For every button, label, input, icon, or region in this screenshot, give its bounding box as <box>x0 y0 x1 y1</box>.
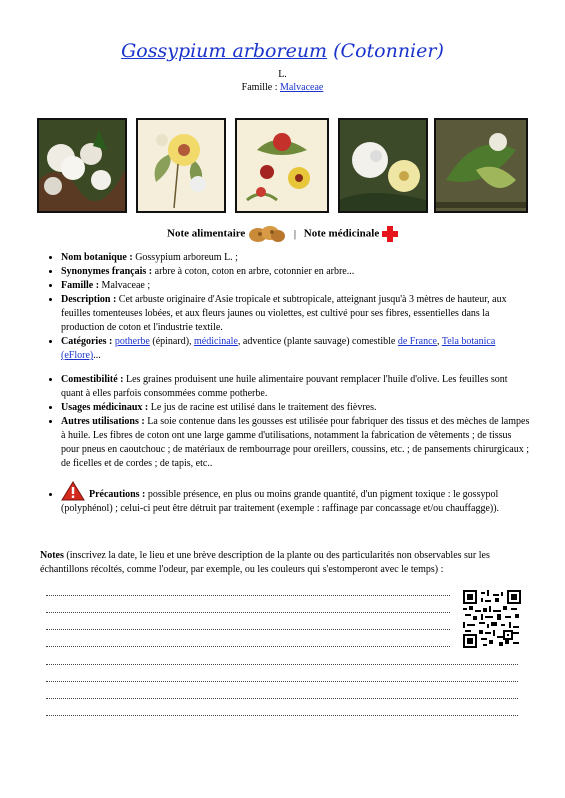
list-item <box>61 401 531 415</box>
notes-label: Notes <box>40 550 64 561</box>
field-value: Malvaceae ; <box>99 280 151 291</box>
family-link[interactable]: Malvaceae <box>280 82 324 93</box>
common-name: (Cotonnier) <box>333 40 444 62</box>
field-value: arbre à coton, coton en arbre, cotonnier en arbre... <box>152 266 355 277</box>
author: L. <box>278 69 287 80</box>
list-item <box>61 481 531 516</box>
food-rating-label: Note alimentaire <box>167 227 246 240</box>
uses-list <box>41 373 531 471</box>
field-value: (épinard), <box>149 336 195 347</box>
medicinale-link[interactable]: médicinale <box>194 336 238 347</box>
medical-cross-icon <box>382 226 398 242</box>
note-line[interactable] <box>46 714 518 716</box>
note-line[interactable] <box>46 645 450 647</box>
note-line[interactable] <box>46 611 450 613</box>
list-item <box>61 335 531 363</box>
photo-cotton-leaves[interactable] <box>434 118 528 213</box>
family-line <box>0 82 565 93</box>
field-label: Nom botanique : <box>61 252 133 263</box>
field-value: Gossypium arboreum L. ; <box>132 252 238 263</box>
potherbe-link[interactable]: potherbe <box>114 336 150 347</box>
note-line[interactable] <box>46 680 518 682</box>
field-value: Le jus de racine est utilisé dans le traitement des fièvres. <box>148 402 377 413</box>
notes-instructions <box>40 549 530 577</box>
photo-cotton-plant[interactable] <box>37 118 127 213</box>
photo-botanical-plate[interactable] <box>235 118 329 213</box>
field-value: Les graines produisent une huile alimentaire pouvant remplacer l'huile d'olive. Les feuilles sont quant à elles parfois consommées comme potherbe. <box>61 374 508 399</box>
field-label: Famille : <box>61 280 100 291</box>
family-prefix: Famille : <box>241 82 281 93</box>
field-label: Comestibilité : <box>61 374 124 385</box>
ratings-bar <box>0 225 565 243</box>
list-item <box>61 415 531 471</box>
note-line[interactable] <box>46 594 450 596</box>
field-value: , <box>437 336 442 347</box>
note-line[interactable] <box>46 697 518 699</box>
de-france-link[interactable]: de France <box>397 336 437 347</box>
tela-botanica-link[interactable]: Tela botanica (eFlore) <box>61 336 496 361</box>
latin-name-link[interactable]: Gossypium arboreum <box>121 40 328 62</box>
notes-text: (inscrivez la date, le lieu et une brève description de la plante ou des particularités non observables sur les échantillons récoltés, comme l'odeur, par exemple, ou les couleurs qui s'estomperont avec le temps) : <box>40 550 490 575</box>
list-item <box>61 251 531 265</box>
field-value: ... <box>93 350 101 361</box>
field-label: Usages médicinaux : <box>61 402 149 413</box>
field-value: Cet arbuste originaire d'Asie tropicale et subtropicale, atteignant jusqu'à 3 mètres de hauteur, aux feuilles tomenteuses lobées, et aux fleurs jaunes ou violettes, est cultivé pour ses fibres, essentielles dans la production de coton et l'industrie textile. <box>61 294 507 333</box>
warning-icon <box>61 481 85 501</box>
field-value: possible présence, en plus ou moins grande quantité, d'un pigment toxique : le gossypol (polyphénol) ; celui-ci peut être détruit par traitement (exemple : raffinage par concassage et/ou chauffagge)). <box>61 489 500 514</box>
field-label: Catégories : <box>61 336 113 347</box>
note-line[interactable] <box>46 628 450 630</box>
list-item <box>61 293 531 335</box>
precautions-list <box>41 481 531 516</box>
field-label: Précautions : <box>89 489 146 500</box>
list-item <box>61 265 531 279</box>
field-label: Synonymes français : <box>61 266 153 277</box>
field-value: La soie contenue dans les gousses est utilisée pour fabriquer des tissus et des mèches de lampes à huile. Les fibres de coton ont une large gamme d'utilisations, notamment la fabrication de vêtements ; de tissus pour pneus en caoutchouc ; de matériaux de rembourrage pour oreillers, coussins, etc. ; de pansements chirurgicaux ; de ficelles et de cordes ; de tapis, etc.. <box>61 416 530 469</box>
seeds-rating-icon <box>248 225 286 243</box>
photo-gallery <box>37 118 528 213</box>
medicinal-rating-label: Note médicinale <box>303 227 380 240</box>
page-title <box>0 40 565 62</box>
note-line[interactable] <box>46 663 518 665</box>
field-value: , adventice (plante sauvage) comestible <box>237 336 398 347</box>
qr-code-icon[interactable] <box>463 590 521 648</box>
photo-botanical-illustration[interactable] <box>136 118 226 213</box>
field-label: Autres utilisations : <box>61 416 145 427</box>
botanical-details <box>41 251 531 363</box>
list-item <box>61 279 531 293</box>
field-label: Description : <box>61 294 117 305</box>
photo-cotton-flower[interactable] <box>338 118 428 213</box>
list-item <box>61 373 531 401</box>
rating-separator: | <box>293 227 297 240</box>
